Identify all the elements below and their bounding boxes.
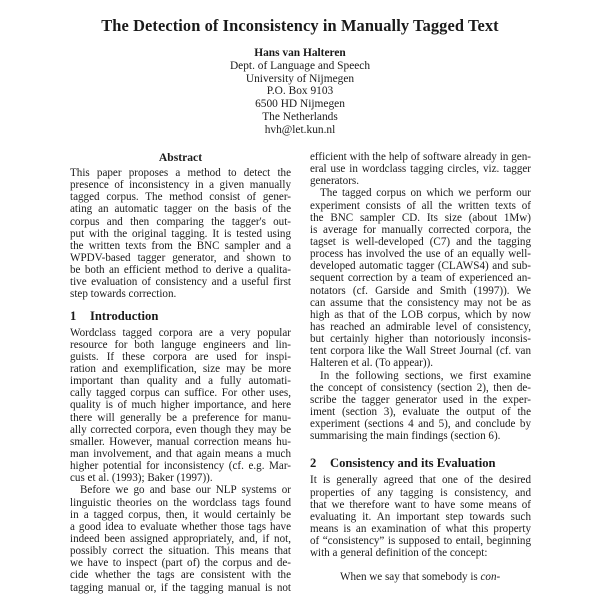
intro-paragraph-1 — [70, 327, 291, 485]
affiliation-country: The Netherlands — [262, 110, 338, 123]
body-line: ration and exemplification, size may be more — [70, 362, 291, 375]
abstract-line: presence of inconsistency in a given manually — [70, 179, 291, 192]
body-line: guists. If these corpora are used for inspi- — [70, 350, 291, 363]
abstract-line: the written texts from the BNC sampler and a — [70, 239, 291, 252]
left-column — [70, 151, 291, 594]
body-line: man involvement, and that again means a much — [70, 447, 291, 460]
body-line: experiment consists of all the written texts of — [310, 199, 531, 212]
abstract-line: ating an automatic tagger on the basis of the — [70, 203, 291, 216]
body-line: high as that of the LOB corpus, which by now — [310, 308, 531, 321]
body-line: the BNC sampler CD. Its size (about 1Mw) — [310, 211, 531, 224]
body-line: but certainly higher than notoriously inconsis- — [310, 333, 531, 346]
affiliation-pobox: P.O. Box 9103 — [266, 85, 334, 98]
body-line: resource for both languge engineers and lin- — [70, 338, 291, 351]
body-line: smaller. However, manual correction means hu- — [70, 435, 291, 448]
body-line: tagging manual or, if the tagging manual is not — [70, 581, 291, 594]
abstract-line: corpus and then comparing the tagger's out- — [70, 215, 291, 228]
definition-quote — [310, 571, 531, 583]
body-line: means is an examination of what this property — [310, 522, 531, 535]
body-line: cide whether the tags are consistent with the — [70, 569, 291, 582]
body-line: is average for manually corrected corpora, the — [310, 223, 531, 236]
body-line: process has involved the use of an equally well- — [310, 248, 531, 261]
body-line: summarising the main findings (section 6). — [310, 430, 501, 443]
paper-title: The Detection of Inconsistency in Manually Tagged Text — [101, 16, 499, 35]
body-line: that we therefore want to have some means of — [310, 498, 531, 511]
affiliation-university: University of Nijmegen — [245, 72, 355, 85]
body-line: the concept of consistency (section 2), then de- — [310, 381, 531, 394]
section-2-paragraph-1 — [310, 474, 531, 559]
abstract-line: step towards correction. — [70, 288, 177, 301]
body-line: tent corpora like the Wall Street Journal (cf. van — [310, 345, 531, 358]
section-2-heading — [310, 456, 531, 470]
body-line: Halteren et al. (To appear)). — [310, 357, 434, 370]
body-line: of “consistency” is supposed to entail, beginning — [310, 535, 531, 548]
intro-paragraph-2-continued — [310, 151, 531, 187]
body-line: developed automatic tagger (CLAWS4) and sub- — [310, 260, 531, 273]
body-line: eral use in wordclass tagging circles, viz. tagger — [310, 163, 531, 176]
body-line: notators (cf. Garside and Smith (1997)). We — [310, 284, 531, 297]
abstract-line: be both an efficient method to derive a qualita- — [70, 264, 291, 277]
quote-italic-text: con- — [480, 571, 501, 584]
abstract-heading: Abstract — [158, 151, 203, 164]
section-1-heading — [70, 309, 291, 323]
intro-paragraph-4 — [310, 370, 531, 443]
abstract-line: WPDV-based tagger generator, and shown to — [70, 251, 291, 264]
spacer — [310, 559, 531, 571]
body-line: indeed been assigned appropriately, and, if not, — [70, 532, 291, 545]
body-line: a good idea to evaluate whether those tags have — [70, 520, 291, 533]
body-line: Before we go and base our NLP systems or — [80, 484, 291, 497]
right-column — [310, 151, 531, 584]
body-line: scribe the tagger generator used in the exper- — [310, 393, 531, 406]
body-line: we have to inspect (part of) the corpus and de- — [70, 557, 291, 570]
body-line: tagset is well-developed (C7) and the tagging — [310, 235, 531, 248]
body-line: can assume that the consistency may not be as — [310, 296, 531, 309]
body-line: cus et al. (1993); Baker (1997)). — [70, 472, 213, 485]
section-1-number: 1 — [70, 308, 77, 323]
body-line: Wordclass tagged corpora are a very popular — [70, 326, 291, 339]
body-line: generators. — [310, 175, 359, 188]
author-name: Hans van Halteren — [254, 47, 346, 59]
author-block — [0, 47, 600, 137]
body-line: properties of any tagging is consistency, and — [310, 486, 531, 499]
abstract-line: put with the original tagging. It is tested using — [70, 227, 291, 240]
body-line: The tagged corpus on which we perform our — [320, 187, 531, 200]
body-line: important than quality and a fully automati- — [70, 375, 291, 388]
section-2-title: Consistency and its Evaluation — [330, 456, 496, 471]
body-line: higher potential for inconsistency (cf. e.g. Mar- — [70, 460, 291, 473]
intro-paragraph-2 — [70, 484, 291, 593]
body-line: in a tagged corpus, then, it would certainly be — [70, 508, 291, 521]
section-1-title: Introduction — [90, 308, 159, 323]
body-line: with a general definition of the concept: — [310, 547, 488, 560]
body-line: cally tagged corpus can suffice. For other uses, — [70, 387, 291, 400]
abstract-line: tagged corpus. The method consist of gener- — [70, 191, 291, 204]
body-line: iment (section 3), evaluate the output of the — [310, 405, 531, 418]
body-line: experiment (sections 4 and 5), and conclude by — [310, 418, 531, 431]
body-line: quality is of much higher importance, and here — [70, 399, 291, 412]
body-line: sequent correction by a team of experienced an- — [310, 272, 531, 285]
abstract-body — [70, 167, 291, 301]
intro-paragraph-3 — [310, 187, 531, 369]
body-line: has reached an admirable level of consistency, — [310, 320, 531, 333]
body-line: efficient with the help of software already in gen- — [310, 151, 531, 163]
body-line: In the following sections, we first examine — [320, 369, 531, 382]
abstract-line: This paper proposes a method to detect the — [70, 167, 291, 179]
affiliation-city: 6500 HD Nijmegen — [255, 98, 345, 111]
body-line: linguistic theories on the wordclass tags found — [70, 496, 291, 509]
section-2-number: 2 — [310, 456, 317, 471]
body-line: evaluating it. An important step towards such — [310, 510, 531, 523]
abstract-line: tive evaluation of consistency and a useful first — [70, 276, 291, 289]
body-line: possibly correct the situation. This means that — [70, 545, 291, 558]
author-email: hvh@let.kun.nl — [264, 123, 336, 136]
body-line: ally corrected corpora, even though they may be — [70, 423, 291, 436]
body-line: It is generally agreed that one of the desired — [310, 474, 531, 487]
quote-text: When we say that somebody is — [340, 571, 481, 584]
affiliation-department: Dept. of Language and Speech — [229, 59, 371, 72]
body-line: there will generally be a preference for manu- — [70, 411, 291, 424]
